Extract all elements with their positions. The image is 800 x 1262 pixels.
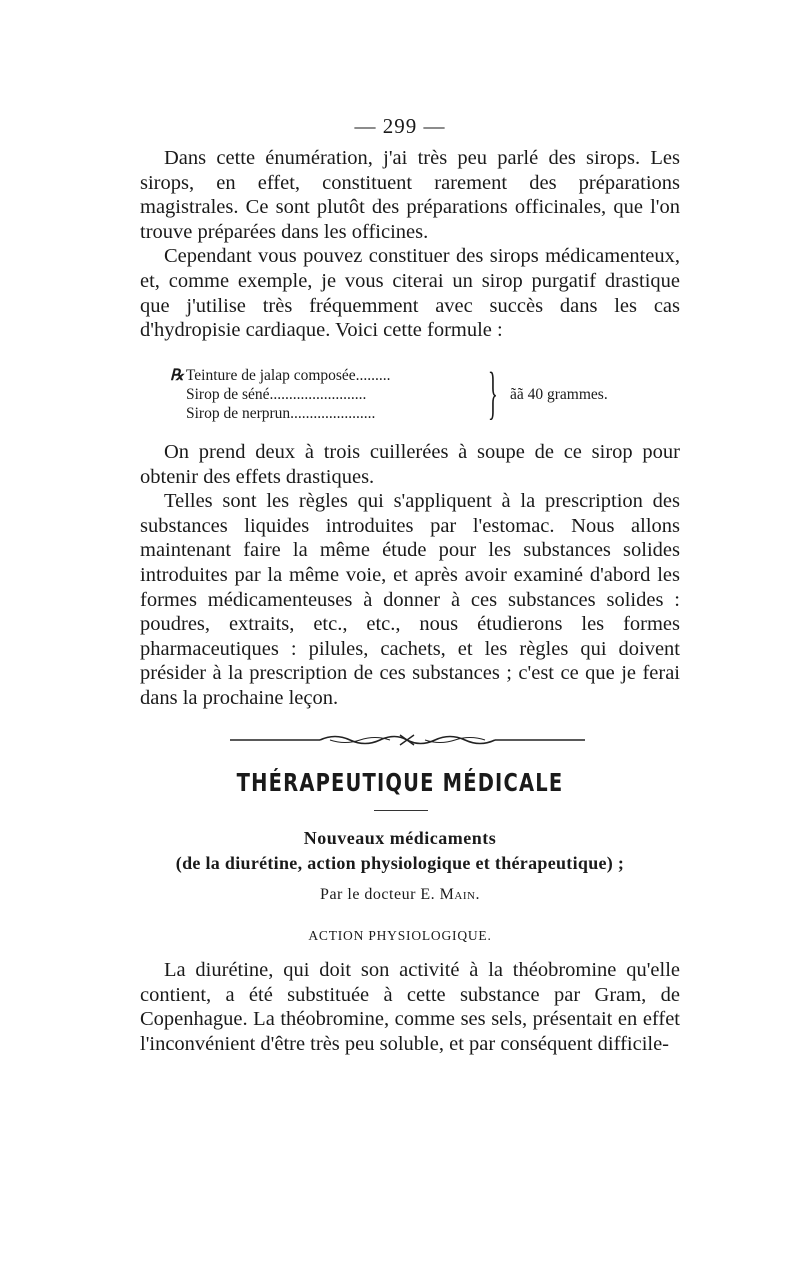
formula-quantity: ãã 40 grammes. <box>510 386 608 403</box>
article-subtitle: (de la diurétine, action physiologique et thérapeutique) ; <box>175 853 625 873</box>
brace-icon: } <box>488 360 498 425</box>
title-underline <box>374 810 428 811</box>
paragraph-sirops: Dans cette énumération, j'ai très peu parlé des sirops. Les sirops, en effet, constituent rarement des préparations magistrales. Ce sont plutôt des préparations officinales, que l'on trouve préparées dans les officines. <box>140 147 680 243</box>
article-title: Nouveaux médicaments <box>303 828 497 848</box>
subsection-heading: ACTION PHYSIOLOGIQUE. <box>308 928 492 943</box>
section-title: THÉRAPEUTIQUE MÉDICALE <box>236 768 564 797</box>
formula-line: Sirop de nerprun...................... <box>186 405 376 422</box>
author-line <box>0 886 800 904</box>
author-prefix: Par le docteur E. <box>320 886 440 903</box>
intro-text <box>140 146 680 343</box>
paragraph-telles: Telles sont les règles qui s'appliquent à la prescription des substances liquides introduites par l'estomac. Nous allons maintenant faire la même étude pour les substances solides introduites par la même voie, et après avoir examiné d'abord les formes médicamenteuses à donner à ces substances solides : poudres, extraits, etc., etc., nous étudierons les formes pharmaceutiques : pilules, cachets, et les règles qui doivent présider à la prescription de ces substances ; c'est ce que je ferai dans la prochaine leçon. <box>140 490 680 709</box>
formula-ingredients <box>170 366 486 423</box>
ornamental-divider-icon <box>230 730 585 750</box>
prescription-formula <box>170 360 670 426</box>
paragraph-diuretine: La diurétine, qui doit son activité à la théobromine qu'elle contient, a été substituée à cette substance par Gram, de Copenhague. La théobromine, comme ses sels, présentait en effet l'inconvénient d'être très peu soluble, et par conséquent difficile- <box>140 959 680 1055</box>
middle-text <box>140 440 680 711</box>
formula-line: ℞ Teinture de jalap composée......... <box>170 367 391 384</box>
recipe-symbol-icon: ℞ <box>170 367 184 384</box>
author-name: Main. <box>439 886 480 903</box>
page-number: — 299 — <box>354 114 446 138</box>
formula-line: Sirop de séné......................... <box>186 386 367 403</box>
article-text <box>140 958 680 1056</box>
paragraph-on-prend: On prend deux à trois cuillerées à soupe de ce sirop pour obtenir des effets drastiques. <box>140 441 680 488</box>
paragraph-cependant: Cependant vous pouvez constituer des sirops médicamenteux, et, comme exemple, je vous citerai un sirop purgatif drastique que j'utilise très fréquemment avec succès dans les cas d'hydropisie cardiaque. Voici cette formule : <box>140 245 680 342</box>
